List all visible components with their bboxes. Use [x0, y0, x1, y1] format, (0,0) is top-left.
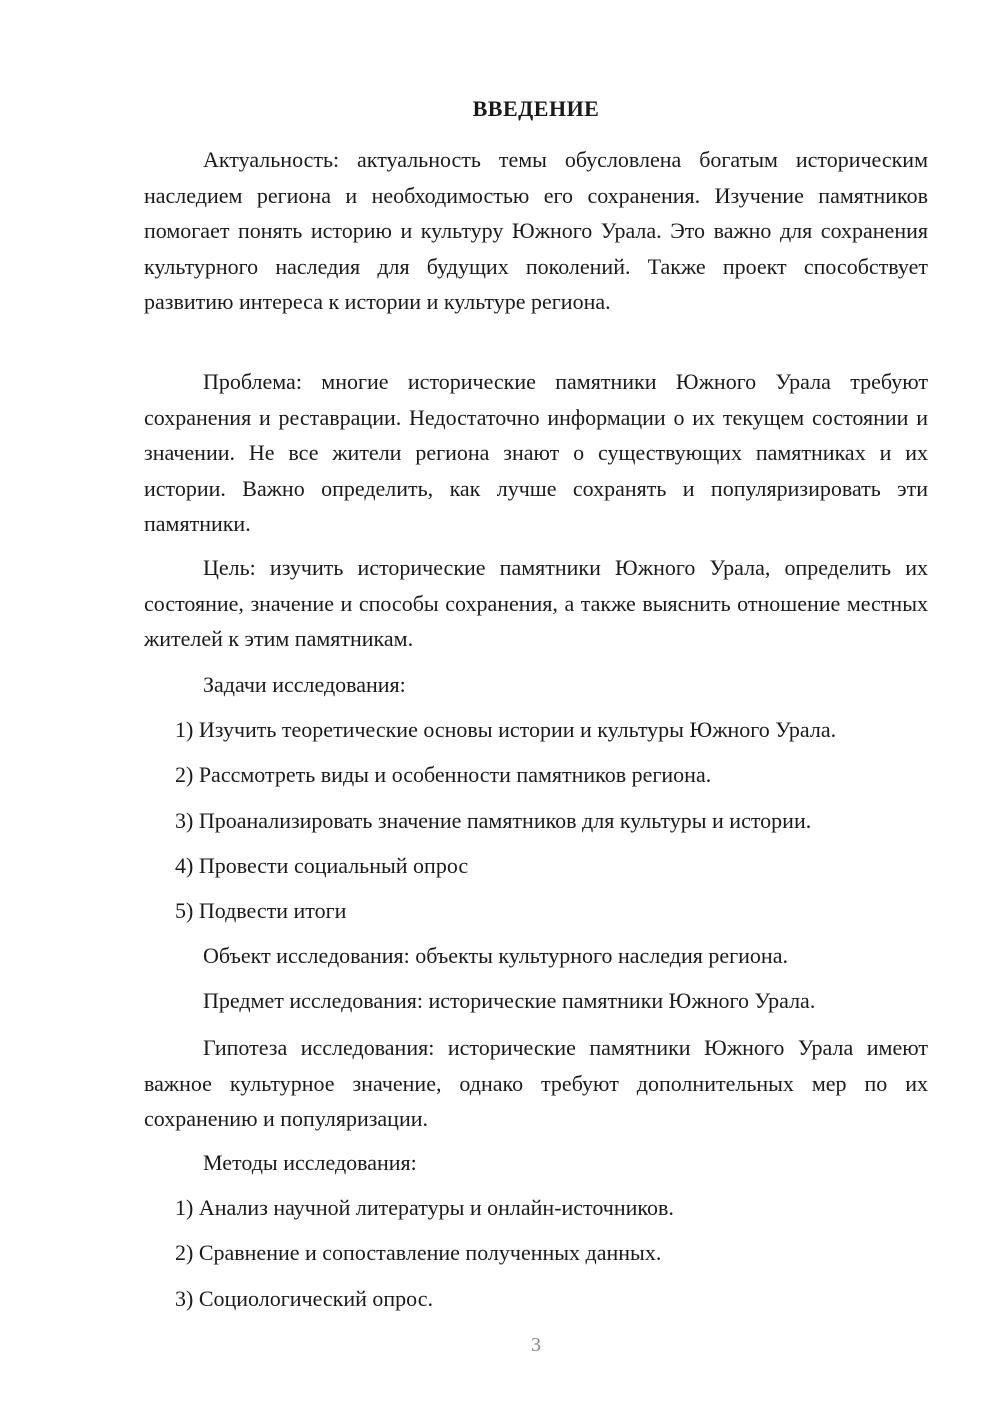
task-item-1: 1) Изучить теоретические основы истории и культуры Южного Урала. — [175, 717, 837, 742]
subject-line: Предмет исследования: исторические памятники Южного Урала. — [203, 988, 816, 1013]
problem-paragraph — [144, 364, 928, 542]
task-item-4: 4) Провести социальный опрос — [175, 853, 469, 878]
task-item-3: 3) Проанализировать значение памятников для культуры и истории. — [175, 808, 812, 833]
page-number: 3 — [531, 1334, 541, 1356]
page-title: ВВЕДЕНИЕ — [472, 96, 600, 121]
object-line: Объект исследования: объекты культурного наследия региона. — [203, 943, 788, 968]
goal-paragraph — [144, 550, 928, 657]
relevance-paragraph — [144, 142, 928, 320]
hypothesis-text: Гипотеза исследования: исторические памятники Южного Урала имеют важное культурное значение, однако требуют дополнительных мер по их сохранению и популяризации. — [144, 1035, 928, 1132]
problem-text: Проблема: многие исторические памятники Южного Урала требуют сохранения и реставрации. Недостаточно информации о их текущем состоянии и значении. Не все жители региона знают о существующих памятниках и их истории. Важно определить, как лучше сохранять и популяризировать эти памятники. — [144, 369, 928, 537]
hypothesis-paragraph — [144, 1030, 928, 1137]
goal-text: Цель: изучить исторические памятники Южного Урала, определить их состояние, значение и способы сохранения, а также выяснить отношение местных жителей к этим памятникам. — [144, 555, 928, 652]
task-item-2: 2) Рассмотреть виды и особенности памятников региона. — [175, 762, 712, 787]
method-item-3: 3) Социологический опрос. — [175, 1286, 433, 1311]
method-item-1: 1) Анализ научной литературы и онлайн-источников. — [175, 1195, 674, 1220]
method-item-2: 2) Сравнение и сопоставление полученных данных. — [175, 1240, 662, 1265]
methods-heading: Методы исследования: — [203, 1150, 417, 1175]
tasks-heading: Задачи исследования: — [203, 672, 406, 697]
task-item-5: 5) Подвести итоги — [175, 898, 347, 923]
relevance-text: Актуальность: актуальность темы обусловлена богатым историческим наследием региона и необходимостью его сохранения. Изучение памятников помогает понять историю и культуру Южного Урала. Это важно для сохранения культурного наследия для будущих поколений. Также проект способствует развитию интереса к истории и культуре региона. — [144, 147, 928, 315]
